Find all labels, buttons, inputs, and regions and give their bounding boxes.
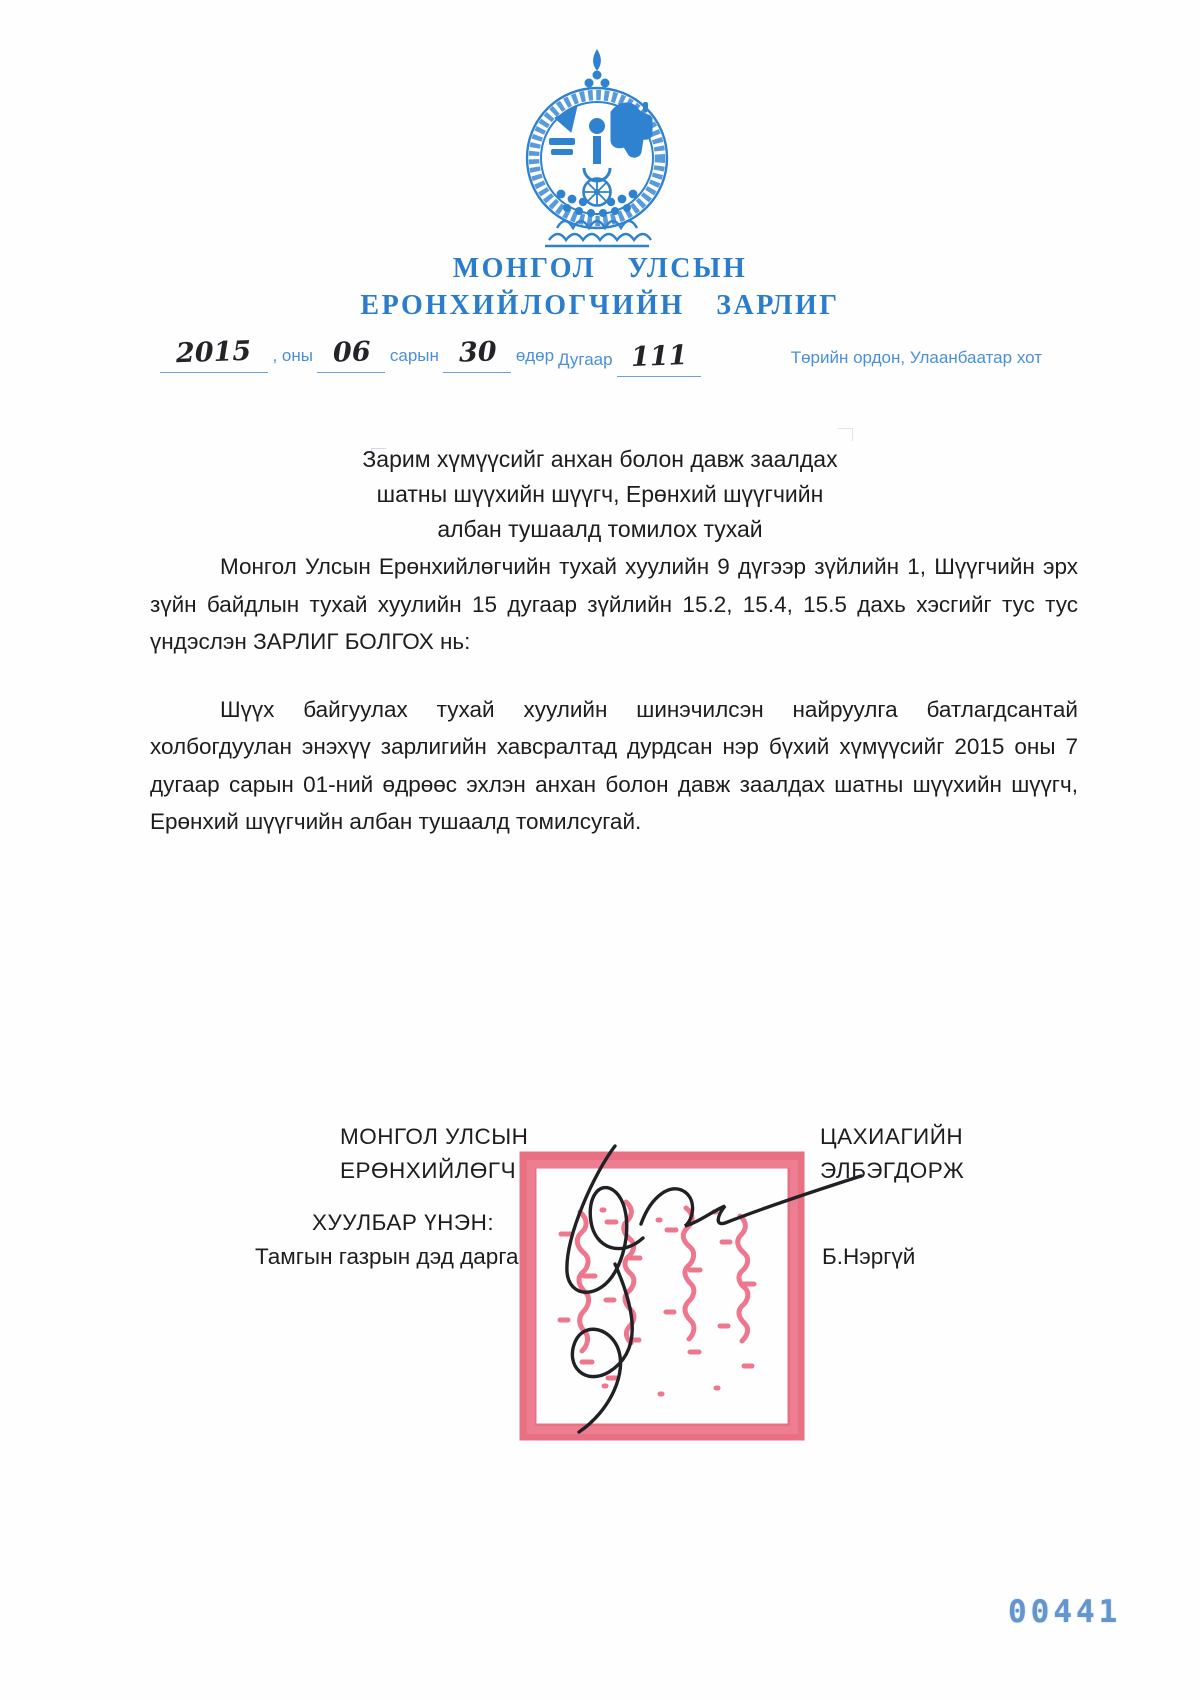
- signer-name-line1: ЦАХИАГИЙН: [820, 1124, 964, 1149]
- day-field: [443, 338, 511, 373]
- serial-number: 00441: [1008, 1594, 1122, 1630]
- subject-line1: Зарим хүмүүсийг анхан болон давж заалдах: [362, 446, 838, 472]
- mongolia-state-emblem-icon: [497, 46, 697, 251]
- day-value: 30: [458, 336, 497, 369]
- certification-statement: ХУУЛБАР ҮНЭН:: [312, 1210, 495, 1235]
- year-value: 2015: [175, 335, 253, 370]
- document-title-line2: ЕРОНХИЙЛОГЧИЙН ЗАРЛИГ: [360, 290, 840, 321]
- subject-line2: шатны шүүхийн шүүгч, Ерөнхий шүүгчийн: [376, 481, 824, 507]
- year-label: , оны: [272, 346, 313, 365]
- date-fields: [160, 335, 555, 373]
- number-field: [617, 342, 701, 377]
- month-field: [317, 338, 385, 373]
- subject-line3: албан тушаалд томилох тухай: [437, 516, 763, 542]
- body-paragraph-1: Монгол Улсын Ерөнхийлөгчийн тухай хуулийн 9 дүгээр зүйлийн 1, Шүүгчийн эрх зүйн байдлын тухай хуулийн 15 дугаар зүйлийн 15.2, 15.4, 15.5 дахь хэсгийг тус тус үндэслэн ЗАРЛИГ БОЛГОХ нь:: [150, 554, 1078, 654]
- signer-office-line1: МОНГОЛ УЛСЫН: [340, 1124, 529, 1149]
- signer-office: [340, 1120, 528, 1188]
- layout-corner-mark: [838, 428, 853, 441]
- certifier-name: Б.Нэргүй: [822, 1244, 916, 1269]
- handwritten-signature-icon: [503, 1106, 883, 1456]
- signer-name-line2: ЭЛБЭГДОРЖ: [820, 1158, 965, 1183]
- number-label: Дугаар: [558, 350, 613, 369]
- decree-number: [558, 342, 701, 377]
- month-label: сарын: [389, 346, 439, 365]
- body-paragraph-2: Шүүх байгуулах тухай хуулийн шинэчилсэн найруулга батлагдсантай холбогдуулан энэхүү зарлигийн хавсралтад дурдсан нэр бүхий хүмүүсийг 2015 оны 7 дугаар сарын 01-ний өдрөөс эхлэн анхан болон давж заалдах шатны шүүхийн шүүгч, Ерөнхий шүүгчийн албан тушаалд томилсугай.: [150, 696, 1078, 834]
- month-value: 06: [332, 336, 371, 369]
- number-value: 111: [630, 340, 688, 373]
- date-row: [0, 334, 1200, 382]
- subject-heading: [0, 442, 1200, 547]
- day-label: өдөр: [515, 346, 555, 365]
- year-field: [160, 335, 268, 373]
- place-line: Төрийн ордон, Улаанбаатар хот: [790, 348, 1042, 367]
- certifier-title: Тамгын газрын дэд дарга: [255, 1244, 519, 1269]
- document-title-line1: МОНГОЛ УЛСЫН: [452, 253, 748, 284]
- document-title: [0, 250, 1200, 324]
- decree-body: [150, 548, 1078, 871]
- signer-office-line2: ЕРӨНХИЙЛӨГЧ: [340, 1158, 517, 1183]
